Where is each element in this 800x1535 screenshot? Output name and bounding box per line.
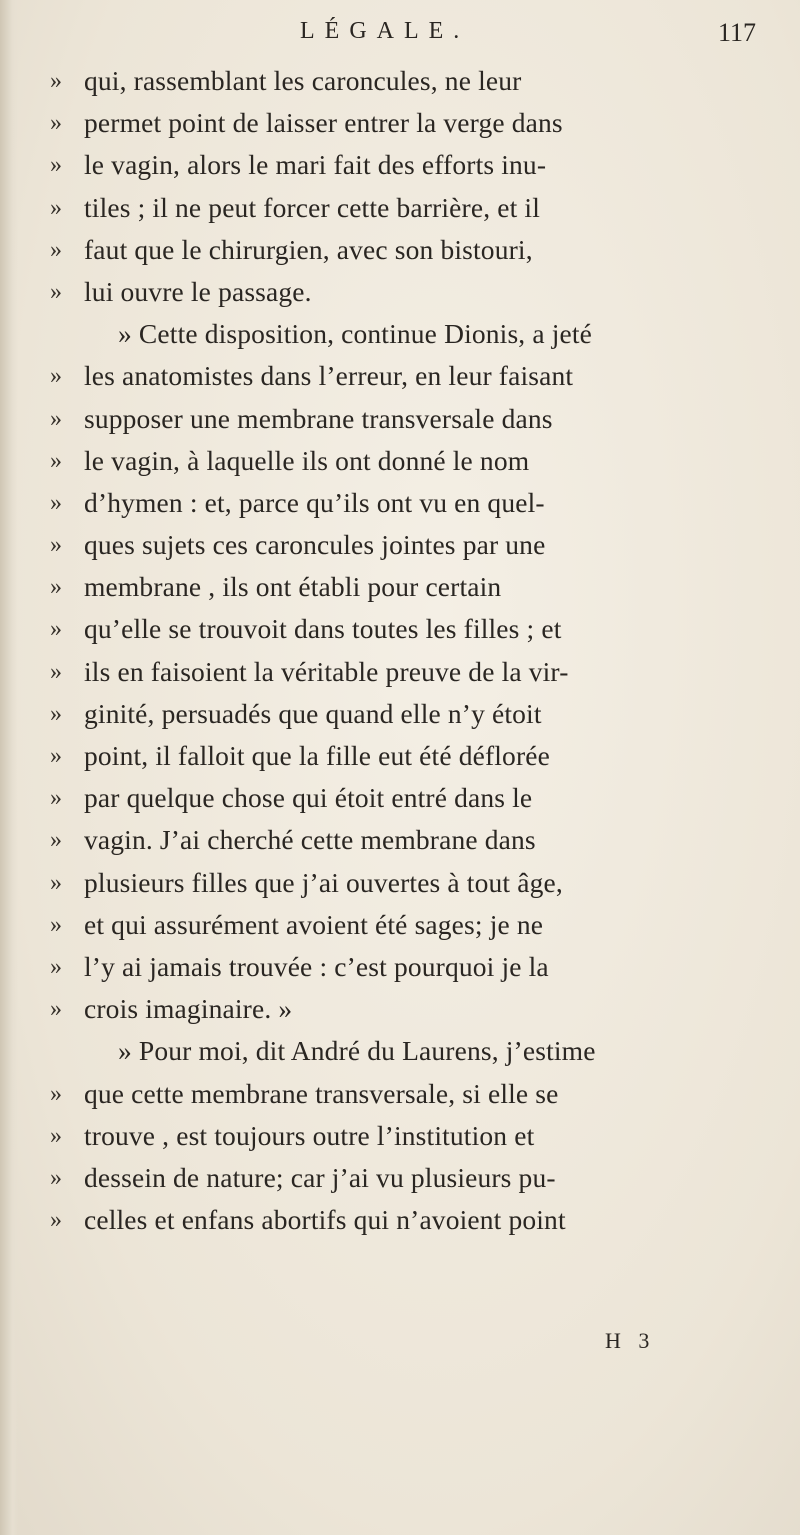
line-text: lui ouvre le passage. [84,275,312,307]
line-text: permet point de laisser entrer la verge dans [84,107,563,139]
line-text: qui, rassemblant les caroncules, ne leur [84,65,522,96]
line-text: faut que le chirurgien, avec son bistouri, [84,233,533,265]
text-line [0,693,800,735]
line-text: crois imaginaire. » [84,993,293,1025]
line-text: l’y ai jamais trouvée : c’est pourquoi je la [84,950,549,982]
quote-mark: » [50,194,62,221]
text-line [0,904,800,946]
text-line [0,946,800,988]
text-line [0,60,800,102]
running-head: LÉGALE. [300,18,470,44]
line-text: les anatomistes dans l’erreur, en leur faisant [84,360,574,392]
text-line [0,355,800,397]
quote-mark: » [50,532,62,559]
text-line [0,1199,800,1241]
quote-mark: » [50,1080,62,1107]
text-line [0,524,800,566]
line-text: que cette membrane transversale, si elle se [84,1077,559,1109]
line-text: par quelque chose qui étoit entré dans le [84,782,533,814]
text-line [0,144,800,186]
paragraph-start-line [0,1030,800,1072]
line-text: membrane , ils ont établi pour certain [84,571,502,603]
line-text: trouve , est toujours outre l’institution et [84,1119,535,1151]
line-text: le vagin, à laquelle ils ont donné le nom [84,444,530,476]
quote-mark: » [50,1164,62,1191]
text-line [0,566,800,608]
page-header [0,18,800,54]
quote-mark: » [50,700,62,727]
text-line [0,482,800,524]
line-text: ils en faisoient la véritable preuve de la vir- [84,655,569,687]
line-text: supposer une membrane transversale dans [84,402,553,434]
line-text: point, il falloit que la fille eut été déflorée [84,740,550,771]
text-line [0,862,800,904]
quote-mark: » [50,110,62,137]
line-text: qu’elle se trouvoit dans toutes les filles ; et [84,613,562,645]
quote-mark: » [50,363,62,390]
quote-mark: » [50,953,62,980]
line-text: et qui assurément avoient été sages; je ne [84,908,544,940]
line-text: d’hymen : et, parce qu’ils ont vu en quel- [84,486,545,518]
quote-mark: » [50,658,62,685]
text-line [0,440,800,482]
text-line [0,1073,800,1115]
quote-mark: » [50,68,62,94]
quote-mark: » [50,405,62,432]
text-line [0,1157,800,1199]
page-number: 117 [718,18,757,47]
text-line [0,187,800,229]
line-text: tiles ; il ne peut forcer cette barrière, et il [84,191,540,223]
quote-mark: » [50,996,62,1023]
text-line [0,651,800,693]
quote-mark: » [50,911,62,938]
text-line [0,229,800,271]
quote-mark: » [50,616,62,643]
text-line [0,777,800,819]
text-line [0,102,800,144]
quote-mark: » [50,785,62,812]
line-text: ginité, persuadés que quand elle n’y étoit [84,697,542,729]
quote-mark: » [50,447,62,474]
line-text: plusieurs filles que j’ai ouvertes à tout âge, [84,866,563,898]
line-text: celles et enfans abortifs qui n’avoient point [84,1204,566,1236]
quote-mark: » [50,152,62,179]
quote-mark: » [50,574,62,601]
line-text: ques sujets ces caroncules jointes par une [84,529,546,561]
quote-mark: » [50,1207,62,1234]
text-line [0,1115,800,1157]
line-text: vagin. J’ai cherché cette membrane dans [84,824,536,856]
text-line [0,398,800,440]
body-text [0,60,800,1241]
line-text: dessein de nature; car j’ai vu plusieurs pu- [84,1161,556,1193]
text-line [0,735,800,777]
quote-mark: » [50,827,62,854]
quote-mark: » [50,743,62,769]
quote-mark: » [50,489,62,516]
text-line [0,608,800,650]
text-line [0,819,800,861]
quote-mark: » [50,278,62,305]
quote-mark: » [50,1122,62,1149]
line-text: le vagin, alors le mari fait des efforts inu- [84,149,547,181]
text-line [0,988,800,1030]
line-text: » Cette disposition, continue Dionis, a jeté [118,318,593,350]
page-footer [0,1328,800,1362]
text-line [0,271,800,313]
paragraph-start-line [0,313,800,355]
quote-mark: » [50,236,62,263]
line-text: » Pour moi, dit André du Laurens, j’estime [118,1035,596,1067]
quote-mark: » [50,869,62,896]
signature-mark: H 3 [605,1328,656,1353]
